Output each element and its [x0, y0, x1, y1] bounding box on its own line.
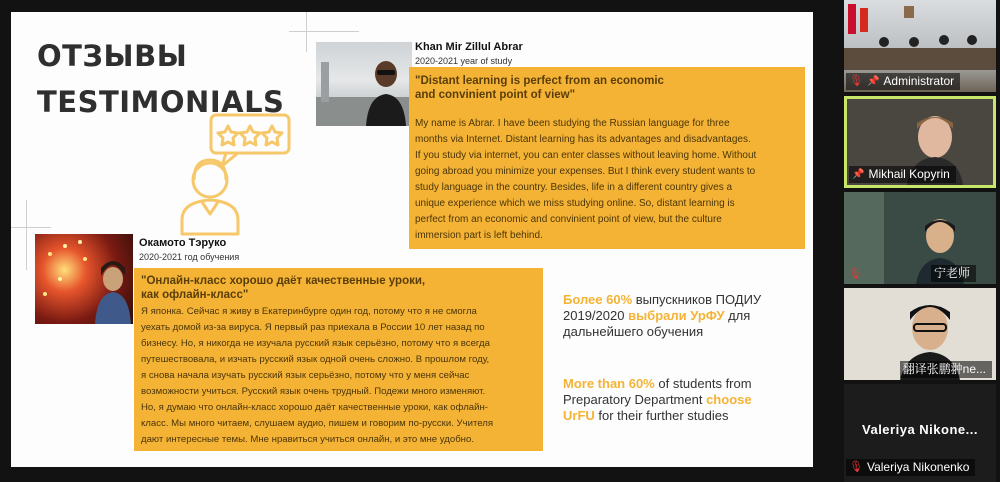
feedback-icon	[166, 110, 296, 240]
participant-name-label: 🎙 Valeriya Nikonenko	[846, 459, 975, 476]
participant-name-label: 翻译张鹏翀ne...	[900, 361, 992, 378]
deco-line	[289, 31, 359, 32]
photo-okamoto-teruko	[35, 234, 133, 324]
participant-name-label: 📌 Mikhail Kopyrin	[849, 166, 956, 183]
deco-line	[11, 227, 51, 228]
mic-muted-icon: 🎙	[849, 461, 863, 473]
testimonial-2-quote-title: "Онлайн-класс хорошо даёт качественные уроки, как офлайн-класс"	[141, 275, 426, 301]
slide-title-ru: ОТЗЫВЫ	[37, 39, 188, 73]
testimonial-2-year: 2020-2021 год обучения	[139, 252, 240, 262]
participant-tile-administrator[interactable]	[844, 0, 996, 92]
participant-name-label: 宁老师	[931, 265, 976, 282]
participant-display-name: Valeriya Nikone...	[862, 422, 978, 437]
deco-line	[26, 200, 27, 270]
pin-icon: 📌	[852, 169, 865, 180]
testimonial-1-year: 2020-2021 year of study	[415, 56, 513, 66]
participant-tile-ning-laoshi[interactable]	[844, 192, 996, 284]
mic-muted-icon: 🎙	[849, 75, 863, 87]
testimonial-1-quote-title: "Distant learning is perfect from an economic and convinient point of view"	[415, 75, 664, 101]
testimonial-2-body: Я японка. Сейчас я живу в Екатеринбурге один год, потому что я не смогла уехать домой из-за вируса. Я первый раз приехала в России 10 лет назад по бизнесу. Но, я никогда не изучала русский язык серьёзно, потому что я всегда путешествовала, и изчать русский язык одной очень сложно. В прошлом году, я снова начала изучать русский язык серьёзно, потому что у меня сейчас возможности учиться. Русский язык очень трудный. Подежи много изменяют. Но, я думаю что онлайн-класс хорошо даёт качественные уроки, как офлайн- класс. Мы много читаем, слушаем аудио, пишем и говорим по-русски. Учителя дают интересные темы. Мне нравиться учиться онлайн, и это мне удобно.	[141, 306, 494, 445]
stat-ru: Более 60% выпускников ПОДИУ 2019/2020 выбрали УрФУ для дальнейшего обучения	[563, 292, 762, 339]
shared-slide	[11, 12, 813, 467]
participant-tile-mikhail-kopyrin[interactable]	[844, 96, 996, 188]
pin-icon: 📌	[866, 76, 880, 87]
testimonial-2-name: Окамото Тэруко	[139, 237, 227, 249]
testimonial-1-name: Khan Mir Zillul Abrar	[415, 41, 523, 53]
testimonial-1-body: My name is Abrar. I have been studying the Russian language for three months via Internet. Distant learning has its advantages and disadvantages. If you study via internet, you can enter classes without leaving home. Without going abroad you minimize your expenses. But I think every student wants to study language in the country. Besides, life in a different country gives a unique experience which we miss studying online. So, distant learning is perfect from an economic and convinient point of view, but the culture immersion part is left behind.	[415, 118, 757, 241]
mic-muted-icon: 🎙	[848, 268, 862, 280]
photo-khan-mir-zillul-abrar	[316, 42, 412, 126]
participant-name-label: 🎙 📌 Administrator	[846, 73, 960, 90]
participant-tile-translator[interactable]	[844, 288, 996, 380]
participant-tile-valeriya-nikonenko[interactable]	[844, 384, 996, 482]
stat-en: More than 60% of students from Preparatory Department choose UrFU for their further studies	[563, 376, 752, 423]
slide-title-en: TESTIMONIALS	[37, 85, 285, 119]
deco-line	[306, 12, 307, 52]
